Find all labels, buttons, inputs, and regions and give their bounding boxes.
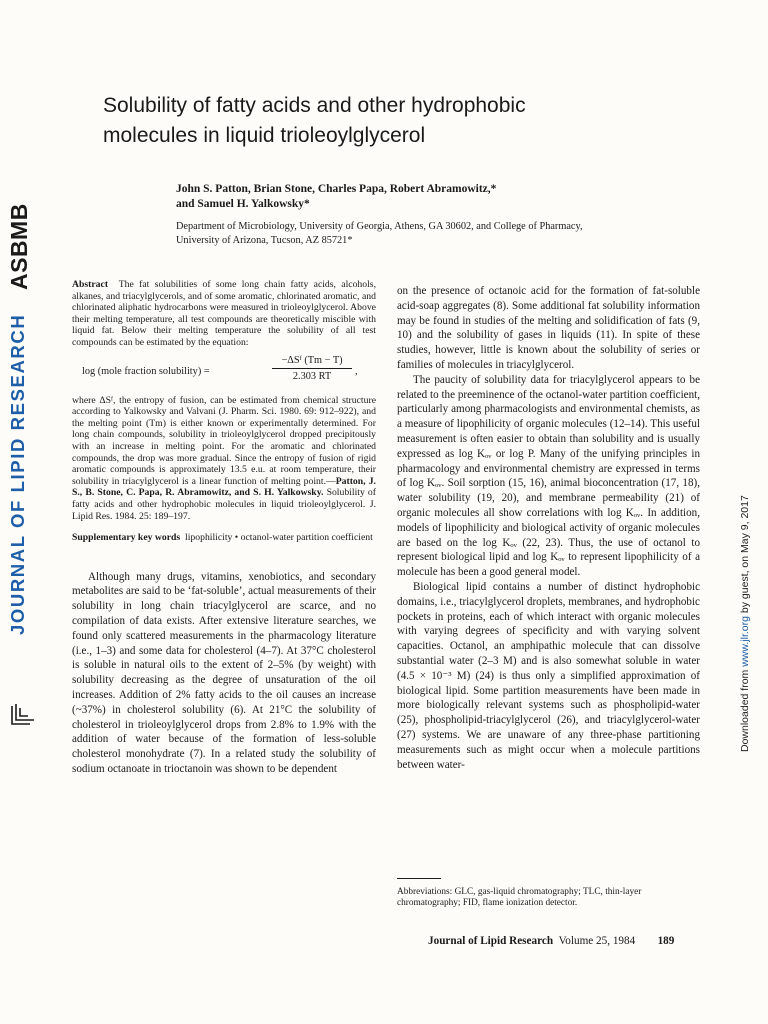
footer-journal: Journal of Lipid Research	[428, 935, 554, 947]
download-link[interactable]: www.jlr.org	[739, 616, 751, 667]
abstract-label: Abstract	[72, 279, 109, 290]
title-line-1: Solubility of fatty acids and other hydrophobic	[103, 94, 526, 117]
download-note	[735, 372, 755, 752]
abstract-text-1: The fat solubilities of some long chain fatty acids, alcohols, alkanes, and triacylglycerols, and of some aromatic, chlorinated aromatic, and chlorinated aliphatic hydrocarbons were measured in trioleoylglycerol. Above their melting temperature, all test compounds are theoretically miscible with liquid fat. Below their melting temperature the solubility of all test compounds can be estimated by the equation:	[72, 279, 377, 348]
footnote-divider	[397, 878, 441, 879]
citation-authors: Patton, J. S., B. Stone, C. Papa, R. Abramowitz, and S. H. Yalkowsky.	[72, 475, 376, 499]
equation-left: log (mole fraction solubility) =	[82, 365, 210, 377]
footnote: Abbreviations: GLC, gas-liquid chromatography; TLC, thin-layer chromatography; FID, flame ionization detector.	[397, 887, 642, 909]
solubility-equation	[72, 355, 376, 387]
article-title	[103, 91, 663, 151]
abstract	[72, 279, 376, 522]
equation-fraction	[272, 355, 352, 383]
keywords-label: Supplementary key words	[72, 532, 181, 544]
citation-rest: Solubility of fatty acids and other hydrophobic molecules in liquid trioleoylglycerol. J. Lipid Res. 1984. 25: 189–197.	[72, 487, 376, 522]
left-body-text	[72, 570, 376, 777]
paragraph: Biological lipid contains a number of distinct hydrophobic domains, i.e., triacylglycerol droplets, membranes, and hydrophobic pockets in proteins, each of which interact with organic molecules with varying degrees of specificity and with varying solvent capacities. Octanol, an amphipathic molecule that can dissolve substantial water (2–3 M) and is also somewhat soluble in water (4.5 × 10⁻³ M) (24) is thus only a simplified approximation of biological lipid. Some partition measurements have been made in more biologically relevant systems such as phospholipid-water (25), phospholipid-triacylglycerol (26), and triacylglycerol-water (27) systems. We are unaware of any three-phase partitioning measurements such as might occur when a molecule partitions between water-	[397, 580, 700, 771]
affiliation	[176, 220, 626, 247]
jlr-logo-icon	[4, 700, 38, 734]
footer-volume: Volume 25, 1984	[558, 935, 636, 947]
equation-denominator: 2.303 RT	[292, 371, 332, 383]
equation-tail: ,	[355, 365, 358, 377]
paragraph: Although many drugs, vitamins, xenobiotics, and secondary metabolites are said to be ‘fat-soluble’, actual measurements of their solubility in long chain triacylglycerol are scarce, and no compilation of data exists. After extensive literature searches, we found only scattered measurements in the pharmacology literature (i.e., 1–3) and some data for cholesterol (4–7). At 37°C cholesterol is soluble in natural oils to the extent of 2–5% (by weight) with solubility decreasing as the degree of unsaturation of the oil increases. Addition of 2% fatty acids to the oil causes an increase (~37%) in cholesterol solubility (6). At 21°C the solubility of cholesterol in trioleoylglycerol drops from 2.8% to 1.9% with the addition of water because of the formation of less-soluble cholesterol monohydrate (7). In a related study the solubility of sodium octanoate in trioctanoin was shown to be dependent	[72, 570, 376, 776]
title-line-2: molecules in liquid trioleoylglycerol	[103, 124, 426, 147]
affiliation-line-1: Department of Microbiology, University of Georgia, Athens, GA 30602, and College of Pharmacy,	[176, 221, 583, 232]
right-column	[397, 284, 700, 772]
authors-line-1: John S. Patton, Brian Stone, Charles Papa, Robert Abramowitz,*	[176, 183, 497, 195]
asbmb-logo: ASBMB	[6, 203, 32, 290]
keywords-text: lipophilicity • octanol-water partition coefficient	[185, 532, 373, 544]
download-suffix: by guest, on May 9, 2017	[739, 495, 751, 617]
abstract-text-2: where ΔSᶠ, the entropy of fusion, can be estimated from chemical structure according to Yalkowsky and Valvani (J. Pharm. Sci. 1980. 69: 912–922), and the melting point (Tm) is either known or experimentally determined. For long chain compounds, solubility in trioleoylglycerol dropped precipitously with an increase in melting point. For the aromatic and chlorinated compounds, the drop was more gradual. Since the entropy of fusion of rigid aromatic compounds is approximately 13.5 e.u. at room temperature, their solubility in triacylglycerol is a linear function of melting point.—	[72, 394, 376, 487]
journal-sidebar-title: JOURNAL OF LIPID RESEARCH	[7, 313, 28, 635]
footer-page-number: 189	[657, 935, 675, 947]
authors-line-2: and Samuel H. Yalkowsky*	[176, 197, 310, 210]
authors	[176, 182, 616, 211]
equation-numerator: −ΔSᶠ (Tm − T)	[272, 355, 352, 370]
affiliation-line-2: University of Arizona, Tucson, AZ 85721*	[176, 234, 353, 246]
keywords	[72, 532, 376, 544]
paragraph: on the presence of octanoic acid for the formation of fat-soluble acid-soap aggregates (8). Some additional fat solubility information may be found in studies of the melting and solidification of fats (9, 10) and the solubility of gases in liquids (11). In spite of these studies, however, little is known about the solubility of series or families of molecules in triacylglycerol.	[397, 285, 700, 371]
page-footer	[428, 935, 703, 947]
download-prefix: Downloaded from	[739, 666, 751, 752]
left-column	[72, 279, 376, 777]
paragraph: The paucity of solubility data for triacylglycerol appears to be related to the preeminence of the octanol-water partition coefficient, particularly among pharmacologists and environmental chemists, as a measure of lipophilicity of organic molecules (12–14). This useful measurement is often easier to obtain than solubility and is usually expressed as log Kₒᵥ or log P. Many of the unifying principles in pharmacology and environmental chemistry are expressed in terms of log Kₒᵥ. Soil sorption (15, 16), animal bioconcentration (17, 18), water solubility (19, 20), and membrane permeability (21) of organic molecules all show correlations with log Kₒᵥ. In addition, models of lipophilicity and biological activity of organic molecules are based on the log Kₒᵥ (22, 23). Thus, the use of octanol to represent biological lipid and log Kₒᵥ to represent lipophilicity of a molecule has been a good general model.	[397, 373, 700, 579]
